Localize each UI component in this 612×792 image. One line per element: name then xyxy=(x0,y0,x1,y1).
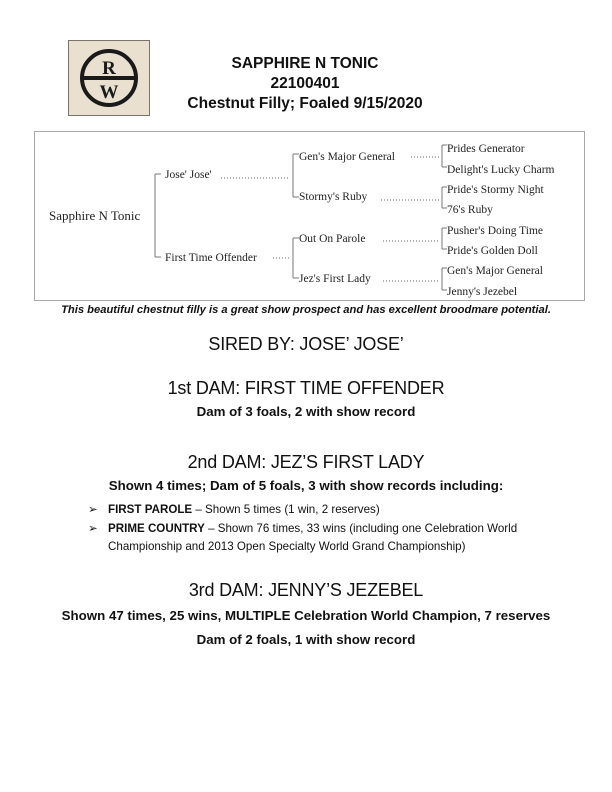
tagline: This beautiful chestnut filly is a great show prospect and has excellent broodmare potential. xyxy=(61,304,551,316)
arrow-bullet-icon: ➢ xyxy=(88,503,98,516)
offspring-name: FIRST PAROLE xyxy=(108,503,193,516)
pedigree-sire: Jose' Jose' xyxy=(165,169,212,181)
offspring-record: – Shown 76 times, 33 wins (including one Celebration World Championship and 2013 Open Specialty World Grand Championship) xyxy=(108,521,518,553)
sired-by-heading: SIRED BY: JOSE’ JOSE’ xyxy=(208,334,404,354)
pedigree-ggen-7: Gen's Major General xyxy=(447,265,543,277)
pedigree-ggen-8: Jenny's Jezebel xyxy=(447,286,518,298)
third-dam-record: Shown 47 times, 25 wins, MULTIPLE Celebration World Champion, 7 reserves xyxy=(61,608,551,623)
pedigree-ggen-1: Prides Generator xyxy=(447,143,525,155)
registration-number: 22100401 xyxy=(270,75,340,92)
pedigree-chart xyxy=(34,131,585,301)
first-dam-record: Dam of 3 foals, 2 with show record xyxy=(196,404,416,419)
pedigree-dam: First Time Offender xyxy=(165,252,257,264)
pedigree-ggen-3: Pride's Stormy Night xyxy=(447,184,544,196)
pedigree-horse: Sapphire N Tonic xyxy=(49,208,141,223)
third-dam-heading: 3rd DAM: JENNY’S JEZEBEL xyxy=(188,580,424,600)
offspring-name: PRIME COUNTRY xyxy=(108,521,205,535)
rw-brand-icon xyxy=(69,41,149,115)
second-dam-record: Shown 4 times; Dam of 5 foals, 3 with show records including: xyxy=(108,478,504,493)
pedigree-dam-dam: Jez's First Lady xyxy=(299,273,371,285)
horse-header xyxy=(150,54,460,114)
logo-letter-w: W xyxy=(99,82,119,103)
pedigree-ggen-6: Pride's Golden Doll xyxy=(447,245,538,257)
horse-name: SAPPHIRE N TONIC xyxy=(231,55,379,72)
pedigree-ggen-2: Delight's Lucky Charm xyxy=(447,164,555,176)
pedigree-sire-sire: Gen's Major General xyxy=(299,151,395,163)
first-dam-heading: 1st DAM: FIRST TIME OFFENDER xyxy=(167,378,445,398)
pedigree-ggen-5: Pusher's Doing Time xyxy=(447,225,544,237)
offspring-record: – Shown 5 times (1 win, 2 reserves) xyxy=(192,503,380,516)
pedigree-dam-sire: Out On Parole xyxy=(299,233,366,245)
list-item xyxy=(88,501,588,520)
list-item xyxy=(88,520,588,557)
pedigree-sire-dam: Stormy's Ruby xyxy=(299,191,368,203)
logo-letter-r: R xyxy=(102,58,116,79)
second-dam-heading: 2nd DAM: JEZ’S FIRST LADY xyxy=(187,452,425,472)
pedigree-ggen-4: 76's Ruby xyxy=(447,204,493,216)
horse-description: Chestnut Filly; Foaled 9/15/2020 xyxy=(187,95,423,112)
third-dam-foals: Dam of 2 foals, 1 with show record xyxy=(196,632,416,647)
arrow-bullet-icon: ➢ xyxy=(88,521,98,535)
offspring-list xyxy=(88,501,588,557)
farm-logo xyxy=(68,40,150,116)
